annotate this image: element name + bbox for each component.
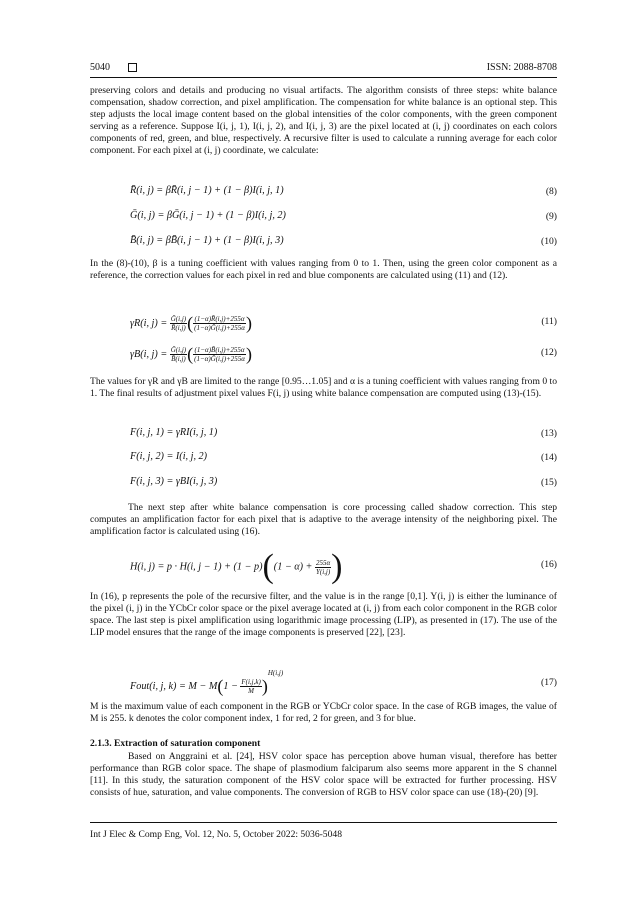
equation-14-number: (14): [541, 452, 557, 463]
paragraph-6: M is the maximum value of each component in the RGB or YCbCr color space. In the case of RGB images, the value of M is 255. k denotes the color component index, 1 for red, 2 for green, and 3 for blue.: [90, 701, 557, 725]
equation-11-number: (11): [541, 316, 557, 327]
square-icon: [128, 63, 137, 72]
equation-13: F(i, j, 1) = γRI(i, j, 1): [130, 427, 218, 438]
page-header: [90, 62, 557, 76]
equation-9-number: (9): [545, 211, 557, 222]
header-rule: [90, 77, 557, 78]
equation-8-number: (8): [545, 186, 557, 197]
paragraph-4: The next step after white balance compensation is core processing called shadow correction. This step computes an amplification factor for each pixel that is adaptive to the average intensity of the neighboring pixel. The amplification factor is calculated using (16).: [90, 502, 557, 538]
equation-17: Fout(i, j, k) = M − M(1 − $\frac{F(i,j,k)}{M}$ )$^{H(i,j)}$: [130, 669, 284, 697]
equation-15: F(i, j, 3) = γBI(i, j, 3): [130, 476, 218, 487]
equation-10-number: (10): [541, 236, 557, 247]
paragraph-2: In the (8)-(10), β is a tuning coefficient with values ranging from 0 to 1. Then, using the green color component as a reference, the correction values for each pixel in red and blue components are calculated using (11) and (12).: [90, 258, 557, 282]
equation-15-number: (15): [541, 477, 557, 488]
paragraph-3: The values for γR and γB are limited to the range [0.95…1.05] and α is a tuning coefficient with values ranging from 0 to 1. The final results of adjustment pixel values F(i, j) using white balance compensation are computed using (13)-(15).: [90, 376, 557, 400]
equation-12-number: (12): [541, 347, 557, 358]
equation-9: Ḡ(i, j) = βḠ(i, j − 1) + (1 − β)I(i, j, 2): [130, 210, 286, 221]
section-heading: 2.1.3. Extraction of saturation component: [90, 738, 261, 749]
paragraph-7: Based on Anggraini et al. [24], HSV color space has perception above human visual, therefore has better performance than RGB color space. The shape of plasmodium falciparum also seems more apparent in the S channel [11]. In this study, the saturation component of the HSV color space will be extracted for further processing. HSV consists of hue, saturation, and value components. The conversion of RGB to HSV color space can use (18)-(20) [9].: [90, 751, 557, 799]
footer-rule: [90, 822, 557, 823]
equation-17-number: (17): [541, 677, 557, 688]
page-footer: Int J Elec & Comp Eng, Vol. 12, No. 5, October 2022: 5036-5048: [90, 829, 342, 840]
paragraph-1: preserving colors and details and producing no visual artifacts. The algorithm consists of three steps: white balance compensation, shadow correction, and pixel amplification. The compensation for white balance is an optional step. This step adjusts the local image content based on the global intensities of the color components, with the green component serving as a reference. Suppose I(i, j, 1), I(i, j, 2), and I(i, j, 3) are the pixel located at (i, j) coordinates on each colors components of red, green, and blue, respectively. A recursive filter is used to calculate a running average for each color component. For each pixel at (i, j) coordinate, we calculate:: [90, 85, 557, 157]
equation-10: B̄(i, j) = βB̄(i, j − 1) + (1 − β)I(i, j, 3): [130, 235, 284, 246]
equation-16: H(i, j) = p · H(i, j − 1) + (1 − p)((1 − α) + $\frac{255\alpha}{Y(i,j)}$ ): [130, 548, 343, 585]
paragraph-5: In (16), p represents the pole of the recursive filter, and the value is in the range [0,1]. Y(i, j) is either the luminance of the pixel (i, j) in the YCbCr color space or the pixel average located at (i, j) from each color component in the RGB color space. The last step is pixel amplification using logarithmic image processing (LIP), as presented in (17). The use of the LIP model ensures that the range of the image components is preserved [22], [23].: [90, 591, 557, 639]
equation-13-number: (13): [541, 428, 557, 439]
equation-12: γB(i, j) = $\frac{\text{Ḡ(i,j)}}{B̄(i,j)}$ ( $\frac{(1-\alpha)B̄(i,j)+255\alpha}{\text{(1−α)Ḡ(i,j)+255α}}$ ): [130, 344, 252, 364]
equation-8: R̄(i, j) = βR̄(i, j − 1) + (1 − β)I(i, j, 1): [130, 185, 284, 196]
equation-14: F(i, j, 2) = I(i, j, 2): [130, 451, 208, 462]
equation-11: γR(i, j) = $\frac{\text{Ḡ(i,j)}}{R̄(i,j)}$ ( $\frac{(1-\alpha)R̄(i,j)+255\alpha}{\text{(1−α)Ḡ(i,j)+255α}}$ ): [130, 313, 252, 333]
page-number: 5040: [90, 62, 110, 73]
equation-16-number: (16): [541, 559, 557, 570]
issn: ISSN: 2088-8708: [486, 62, 557, 73]
